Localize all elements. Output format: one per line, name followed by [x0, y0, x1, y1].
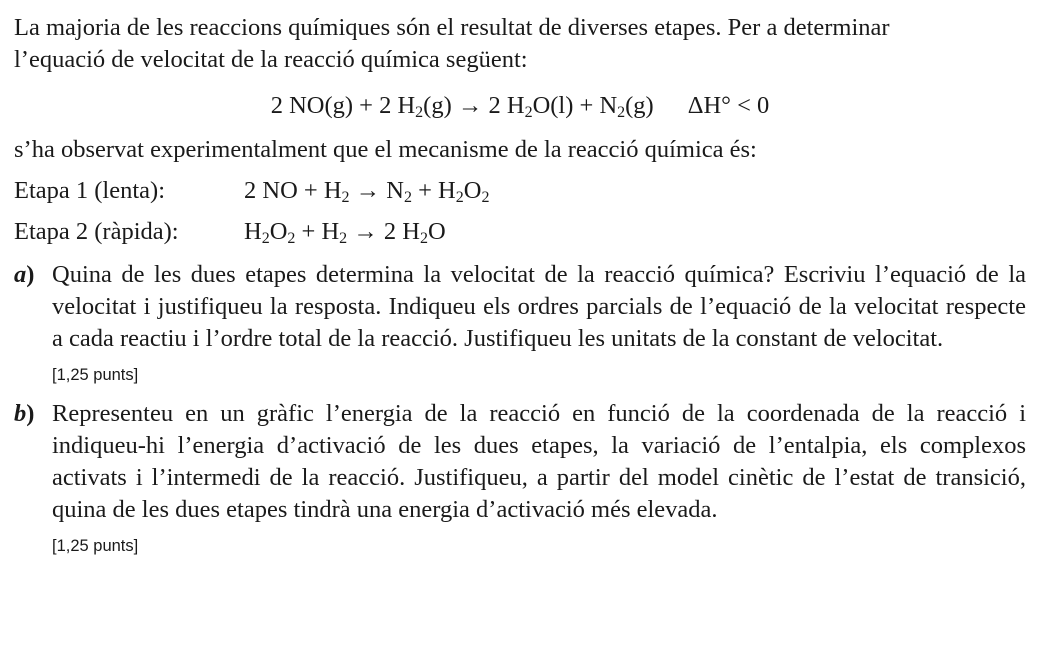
question-letter: b [14, 400, 27, 427]
equation-subscript: 2 [339, 230, 348, 247]
main-equation [14, 90, 1026, 122]
equation-subscript: 2 [481, 189, 490, 206]
equation-part: → 2 H [347, 218, 420, 245]
equation-part: (g) [625, 92, 654, 119]
intro-line-2: l’equació de velocitat de la reacció química següent: [14, 46, 528, 73]
equation-subscript: 2 [617, 104, 626, 121]
step-1-equation [244, 175, 489, 207]
equation-subscript: 2 [415, 104, 424, 121]
observed-text: s’ha observat experimentalment que el mecanisme de la reacció química és: [14, 136, 757, 163]
equation-part: + H [411, 177, 456, 204]
equation-part: O [428, 218, 446, 245]
equation-subscript: 2 [261, 230, 270, 247]
question-paren: ) [26, 261, 35, 288]
equation-part: O [269, 218, 288, 245]
step-2-label: Etapa 2 (ràpida): [14, 218, 179, 245]
equation-part: + H [295, 218, 340, 245]
question-a-text: Quina de les dues etapes determina la velocitat de la reacció química? Escriviu l’equació de la velocitat i justifiqueu la resposta. Indiqueu els ordres parcials de l’equació de la velocitat respecte a cada reactiu i l’ordre total de la reacció. Justifiqueu les unitats de la constant de velocitat. [52, 261, 1026, 352]
equation-part: O(l) + N [532, 92, 618, 119]
equation-part: H [244, 218, 262, 245]
enthalpy-condition: ΔH° < 0 [687, 92, 770, 119]
step-1-label: Etapa 1 (lenta): [14, 177, 166, 204]
question-letter: a [14, 261, 27, 288]
equation-subscript: 2 [287, 230, 296, 247]
equation-subscript: 2 [524, 104, 533, 121]
equation-part: (g) → 2 H [423, 92, 525, 119]
exam-page [14, 12, 1026, 556]
question-b [14, 398, 1026, 556]
step-1 [14, 175, 1026, 207]
question-a [14, 259, 1026, 385]
question-a-letter [14, 259, 52, 385]
equation-subscript: 2 [420, 230, 428, 247]
equation-part: → N [349, 177, 404, 204]
question-a-points: [1,25 punts] [52, 366, 139, 384]
equation-subscript: 2 [455, 189, 464, 206]
step-2-equation [244, 216, 446, 248]
equation-part: 2 NO(g) + 2 H [270, 92, 416, 119]
step-2 [14, 216, 1026, 248]
equation-part: O [463, 177, 482, 204]
question-b-points: [1,25 punts] [52, 537, 139, 555]
intro-line-1: La majoria de les reaccions químiques són el resultat de diverses etapes. Per a determinar [14, 14, 890, 41]
equation-subscript: 2 [341, 189, 350, 206]
question-paren: ) [26, 400, 35, 427]
question-b-text: Representeu en un gràfic l’energia de la reacció en funció de la coordenada de la reacció i indiqueu-hi l’energia d’activació de les dues etapes, la variació de l’entalpia, els complexos activats i l’intermedi de la reacció. Justifiqueu, a partir del model cinètic de l’estat de transició, quina de les dues etapes tindrà una energia d’activació més elevada. [52, 400, 1026, 523]
question-b-letter [14, 398, 52, 556]
equation-part: 2 NO + H [244, 177, 342, 204]
equation-subscript: 2 [403, 189, 412, 206]
